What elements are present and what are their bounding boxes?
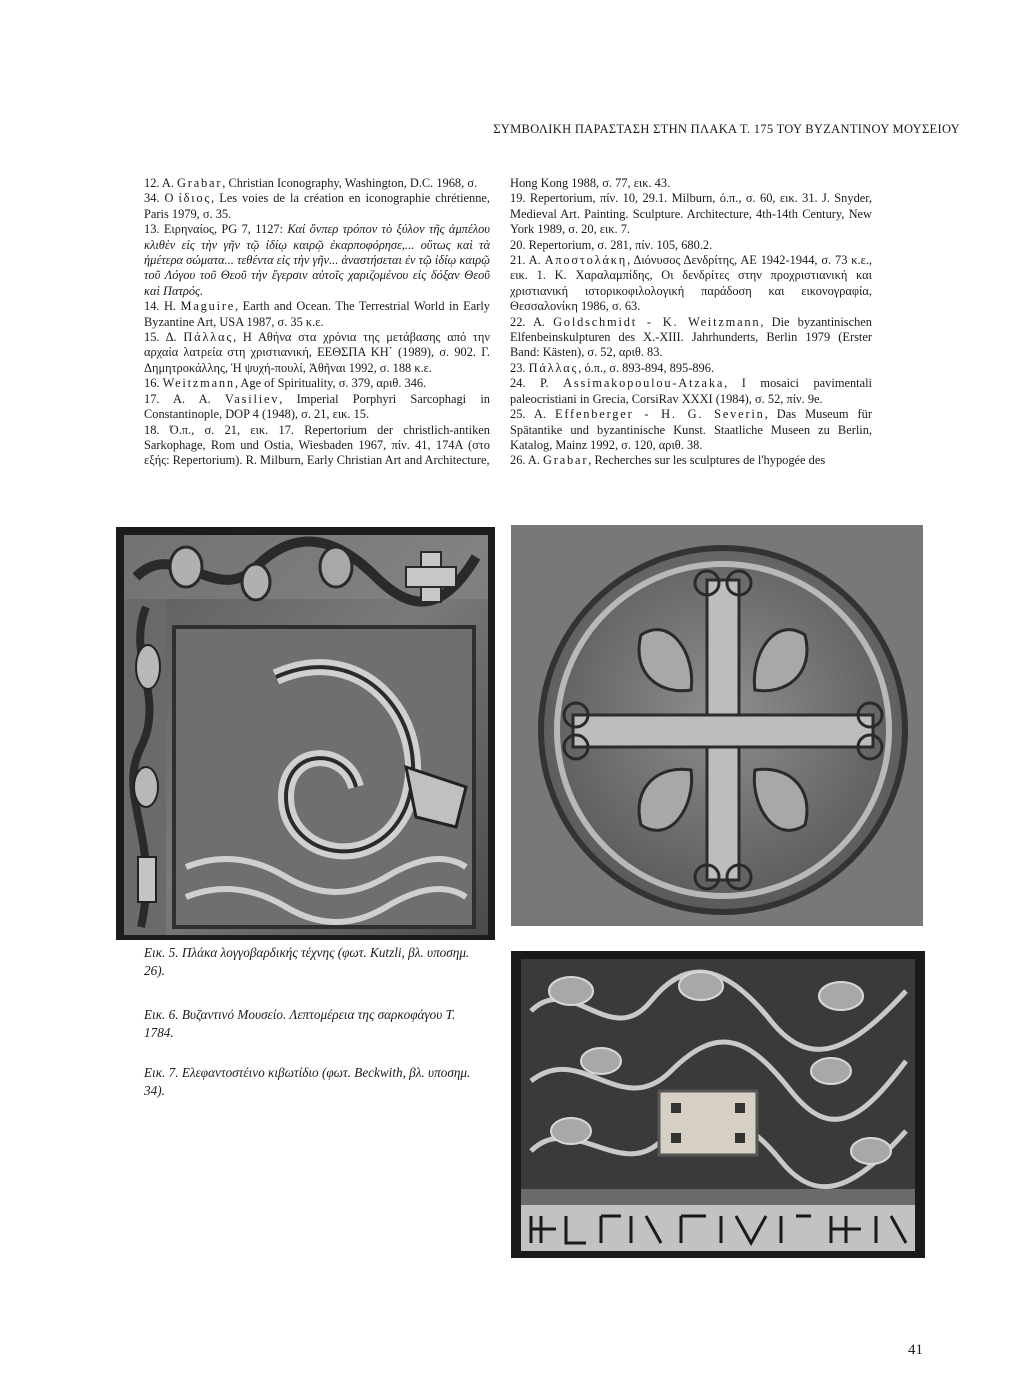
footnote-text: , Earth and Ocean. The Terrestrial World in Early Byzantine Art, USA 1987, σ. 35 κ.ε. <box>144 299 490 329</box>
footnote-n: 26. Α. <box>510 453 544 468</box>
footnote-n: 16. <box>144 376 163 391</box>
footnote-text: , Das Museum für Spätantike und byzantinische Kunst. Staatliche Museen zu Berlin, Katalog, Mainz 1992, σ. 120, αριθ. 38. <box>510 407 872 452</box>
footnote-text: , Age of Spirituality, σ. 379, αριθ. 346. <box>234 376 427 391</box>
footnote-n: 34. Ο <box>144 191 179 206</box>
footnote <box>144 376 490 391</box>
footnote-author: Effenberger - H. G. Severin <box>554 407 765 422</box>
footnote-n: 12. Α. <box>144 176 178 190</box>
footnote-author: Αποστολάκη <box>544 253 628 268</box>
figure-sarcophagus-cross-photo <box>511 525 923 926</box>
footnote-author: Maguire <box>180 299 236 314</box>
footnote-author: Vasiliev <box>224 391 280 406</box>
footnote <box>510 376 872 407</box>
footnote-text: Ειρηναίος, PG 7, 1127: <box>163 222 288 237</box>
footnote-n: 13. <box>144 222 164 237</box>
footnote-n: 24. P. <box>510 376 564 391</box>
footnote-author: Goldschmidt - K. Weitzmann <box>553 314 761 329</box>
footnote <box>510 407 872 453</box>
footnote-n: 17. Α. Α. <box>144 391 225 406</box>
footnote-text: , Christian Iconography, Washington, D.C. 1968, σ. <box>222 176 478 190</box>
footnote-author: ίδιος <box>178 191 212 206</box>
footnote-text: , ό.π., σ. 893-894, 895-896. <box>578 360 715 375</box>
footnote-text: , I mosaici pavimentali paleocristiani in Grecia, CorsiRav XXXI (1984), σ. 52, πίν. 9e. <box>510 376 872 406</box>
caption-figure-7: Εικ. 7. Ελεφαντοστέινο κιβωτίδιο (φωτ. Beckwith, βλ. υποσημ. 34). <box>144 1065 471 1098</box>
footnote <box>510 253 872 315</box>
footnote-text: Repertorium, πίν. 10, 29.1. Milburn, ό.π., σ. 60, εικ. 31. J. Snyder, Medieval Art. Painting. Sculpture. Architecture, 4th-14th Century, New York 1989, σ. 20, εικ. 7. <box>510 191 872 237</box>
footnote-text: , Διόνυσος Δενδρίτης, ΑΕ 1942-1944, σ. 73 κ.ε., εικ. 1. Κ. Χαραλαμπίδης, Οι δενδρίτες στην προχριστιανική και χριστιανική ιστορικοφιλολογική παράδοση και εικονογραφία, Θεσσαλονίκη 1986, σ. 63. <box>510 253 873 314</box>
footnote-n: 20. <box>510 237 529 252</box>
page-number: 41 <box>908 1342 923 1358</box>
footnote-n: 21. Α. <box>510 253 545 268</box>
footnote <box>510 453 872 468</box>
notes-column-left <box>144 176 490 469</box>
notes-column-right <box>510 176 872 469</box>
footnote-italic: Καί ὅνπερ τρόπον τὸ ξύλον τῆς ἀμπέλου κλιθὲν εἰς τὴν γῆν τῷ ἰδίῳ καιρῷ ἐκαρποφόρησε,... οὕτως καὶ τὰ ἡμέτερα σώματα... τεθέντα εἰς τὴν γῆν... ἀναστήσεται ἐν τῷ ἰδίῳ καιρῷ τοῦ Λόγου τοῦ Θεοῦ τὴν ἔγερσιν αὐτοῖς χαριζομένου εἰς δόξαν Θεοῦ καὶ Πατρός. <box>144 222 490 298</box>
footnote-text: Repertorium, σ. 281, πίν. 105, 680.2. <box>528 237 713 252</box>
footnote-text: , Recherches sur les sculptures de l'hypogée des <box>588 453 826 468</box>
footnote-text: Ό.π., σ. 21, εικ. 17. Repertorium der christlich-antiken Sarkophage, Rom und Ostia, Wiesbaden 1967, πίν. 41, 174A (στο εξής: Repertorium). R. Milburn, Early Christian Art and Architecture, <box>144 422 490 468</box>
footnote <box>144 191 490 222</box>
footnote-text: , Die byzantinischen Elfenbeinskulpturen des X.-XIII. Jahrhunderts, Berlin 1979 (Erster Band: Kästen), σ. 52, αριθ. 83. <box>510 314 873 360</box>
footnote-author: Grabar <box>543 453 589 468</box>
figure-lombard-plaque-photo <box>116 527 495 940</box>
footnote-n: 22. Α. <box>510 314 554 329</box>
running-header: ΣΥΜΒΟΛΙΚΗ ΠΑΡΑΣΤΑΣΗ ΣΤΗΝ ΠΛΑΚΑ Τ. 175 ΤΟΥ ΒΥΖΑΝΤΙΝΟΥ ΜΟΥΣΕΙΟΥ <box>493 122 960 136</box>
footnote <box>144 392 490 423</box>
footnote-n: 14. Η. <box>144 299 181 314</box>
footnote-n: 23. <box>510 360 529 375</box>
footnote <box>144 423 490 469</box>
footnote-author: Πάλλας <box>183 330 234 345</box>
footnote <box>510 191 872 237</box>
footnote <box>510 176 872 191</box>
caption-figure-6: Εικ. 6. Βυζαντινό Μουσείο. Λεπτομέρεια της σαρκοφάγου Τ. 1784. <box>144 1007 456 1040</box>
footnote-text: Hong Kong 1988, σ. 77, εικ. 43. <box>510 176 671 190</box>
footnote-author: Assimakopoulou-Atzaka <box>563 376 725 391</box>
footnote-author: Weitzmann <box>162 376 235 391</box>
figure-ivory-casket-photo <box>511 951 925 1258</box>
footnote-author: Grabar <box>177 176 223 190</box>
footnote-text: , Η Αθήνα στα χρόνια της μετάβασης από την αρχαία λατρεία στη χριστιανική, ΕΕΘΣΠΑ ΚΗ΄ (1989), σ. 902. Γ. Δημητροκάλλης, Ἡ ψυχή-πουλί, Ἀθῆναι 1992, σ. 188 κ.ε. <box>144 330 490 375</box>
footnote <box>510 238 872 253</box>
footnote <box>510 361 872 376</box>
footnote-author: Πάλλας <box>528 360 579 375</box>
footnote <box>510 315 872 361</box>
footnote <box>144 176 490 191</box>
footnote <box>144 222 490 299</box>
footnote-n: 19. <box>510 191 530 206</box>
footnote <box>144 299 490 330</box>
footnote-n: 25. Α. <box>510 407 555 422</box>
caption-figure-5: Εικ. 5. Πλάκα λογγοβαρδικής τέχνης (φωτ. Kutzli, βλ. υποσημ. 26). <box>144 945 470 978</box>
footnote-n: 15. Δ. <box>144 330 184 345</box>
footnote <box>144 330 490 376</box>
footnote-n: 18. <box>144 422 170 437</box>
footnote-text: , Imperial Porphyri Sarcophagi in Constantinople, DOP 4 (1948), σ. 21, εικ. 15. <box>144 391 490 422</box>
footnote-text: , Les voies de la création en iconographie chrétienne, Paris 1979, σ. 35. <box>144 191 490 221</box>
